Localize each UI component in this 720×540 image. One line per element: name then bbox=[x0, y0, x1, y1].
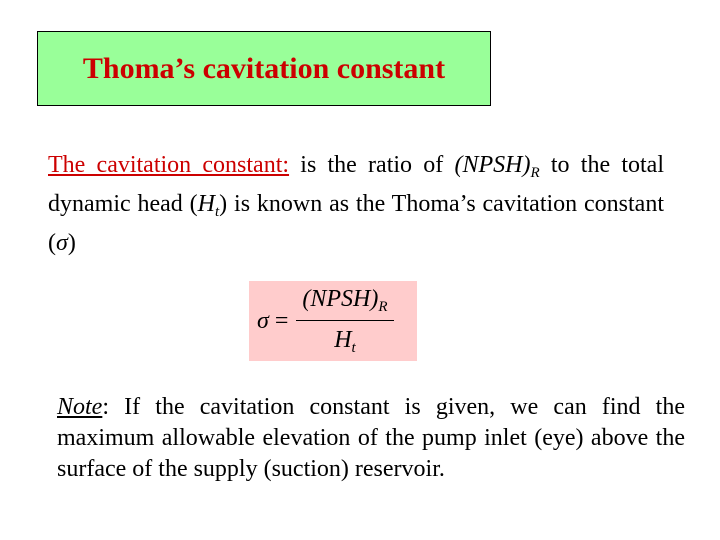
head-symbol: H bbox=[197, 191, 215, 217]
definition-paragraph bbox=[48, 150, 664, 259]
note-colon: : bbox=[102, 394, 109, 420]
definition-text-1: is the ratio of bbox=[289, 152, 455, 178]
sigma-symbol: σ bbox=[56, 230, 68, 256]
note-label: Note bbox=[57, 394, 103, 420]
note-text: If the cavitation constant is given, we can find the maximum allowable elevation of the pump inlet (eye) above the surface of the supply (suction) reservoir. bbox=[57, 394, 685, 482]
numerator-subscript: R bbox=[378, 298, 388, 315]
definition-term: The cavitation constant: bbox=[48, 152, 290, 178]
denominator-head: H bbox=[334, 326, 352, 353]
title-box bbox=[37, 31, 491, 106]
npsh-symbol: (NPSH) bbox=[454, 152, 531, 178]
definition-text-2: to the total dynamic head ( bbox=[48, 152, 664, 217]
note-paragraph bbox=[57, 392, 685, 485]
formula-fraction bbox=[296, 286, 393, 357]
npsh-subscript: R bbox=[530, 165, 540, 181]
formula-numerator bbox=[296, 286, 393, 321]
formula-sigma: σ bbox=[257, 307, 269, 334]
head-subscript: t bbox=[215, 204, 220, 220]
denominator-subscript: t bbox=[351, 339, 356, 356]
definition-text-4: ) bbox=[67, 230, 76, 256]
formula-denominator bbox=[334, 321, 356, 357]
definition-text-3: ) is known as the Thoma’s cavitation constant ( bbox=[48, 191, 664, 256]
formula-box bbox=[249, 281, 417, 361]
formula-equals: = bbox=[274, 307, 289, 334]
numerator-npsh: (NPSH) bbox=[302, 285, 379, 312]
slide-title: Thoma’s cavitation constant bbox=[82, 51, 446, 85]
